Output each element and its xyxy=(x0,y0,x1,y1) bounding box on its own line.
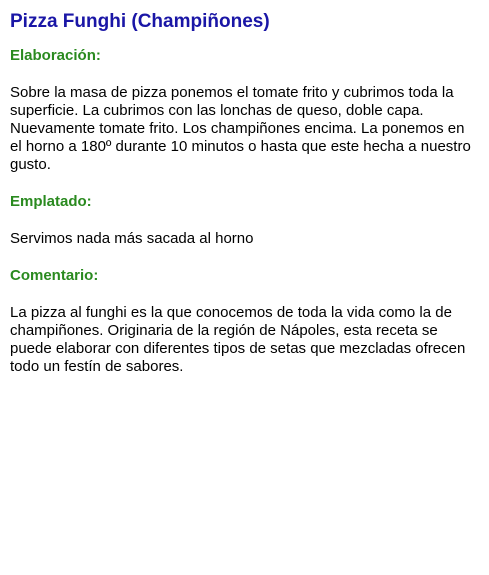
section-heading-emplatado: Emplatado: xyxy=(10,193,92,210)
section-text-emplatado: Servimos nada más sacada al horno xyxy=(10,230,254,247)
section-text-comentario: La pizza al funghi es la que conocemos de toda la vida como la de champiñones. Originaria de la región de Nápoles, esta receta se puede elaborar con diferentes tipos de setas que mezcladas ofrecen todo un festín de sabores. xyxy=(10,304,466,375)
section-text-elaboracion: Sobre la masa de pizza ponemos el tomate frito y cubrimos toda la superficie. La cubrimos con las lonchas de queso, doble capa. Nuevamente tomate frito. Los champiñones encima. La ponemos en el horno a 180º durante 10 minutos o hasta que este hecha a nuestro gusto. xyxy=(10,84,471,173)
section-heading-elaboracion: Elaboración: xyxy=(10,47,101,64)
section-comentario xyxy=(10,266,479,376)
page-title: Pizza Funghi (Champiñones) xyxy=(10,11,270,32)
section-heading-comentario: Comentario: xyxy=(10,267,99,284)
section-emplatado xyxy=(10,192,479,248)
section-elaboracion xyxy=(10,46,479,174)
